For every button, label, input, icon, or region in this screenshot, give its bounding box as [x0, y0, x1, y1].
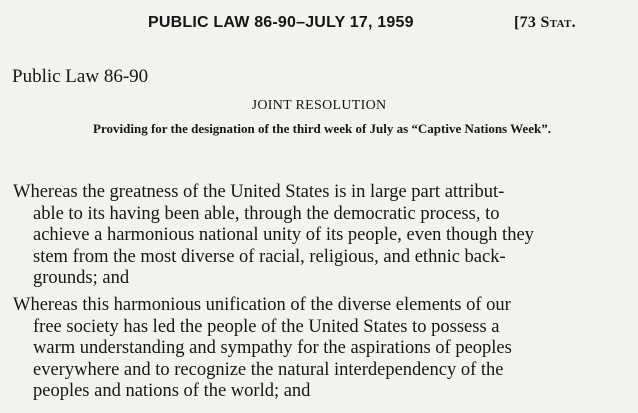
- statute-reference: [73 Stat.: [514, 14, 576, 31]
- clause-line: Whereas this harmonious unification of the diverse elements of our: [13, 295, 511, 315]
- clause-line: everywhere and to recognize the natural interdependency of the: [33, 359, 504, 380]
- clause-line: warm understanding and sympathy for the aspirations of peoples: [33, 338, 512, 358]
- clause-line: achieve a harmonious national unity of its people, even though they: [33, 225, 534, 245]
- clause-line: Whereas the greatness of the United States is in large part attribut-: [13, 182, 505, 202]
- resolution-caption: Providing for the designation of the third week of July as “Captive Nations Week”.: [93, 121, 551, 136]
- clause-line: free society has led the people of the United States to possess a: [33, 316, 500, 337]
- public-law-number: Public Law 86-90: [12, 66, 149, 87]
- running-head: PUBLIC LAW 86-90–JULY 17, 1959: [148, 14, 414, 31]
- joint-resolution-label: JOINT RESOLUTION: [251, 98, 387, 113]
- clause-line: stem from the most diverse of racial, religious, and ethnic back-: [33, 246, 506, 267]
- clause-line: peoples and nations of the world; and: [33, 381, 311, 401]
- clause-line: able to its having been able, through the democratic process, to: [33, 203, 500, 224]
- whereas-clause-2: [13, 295, 631, 403]
- clause-line: grounds; and: [33, 268, 130, 288]
- whereas-clause-1: [13, 182, 631, 290]
